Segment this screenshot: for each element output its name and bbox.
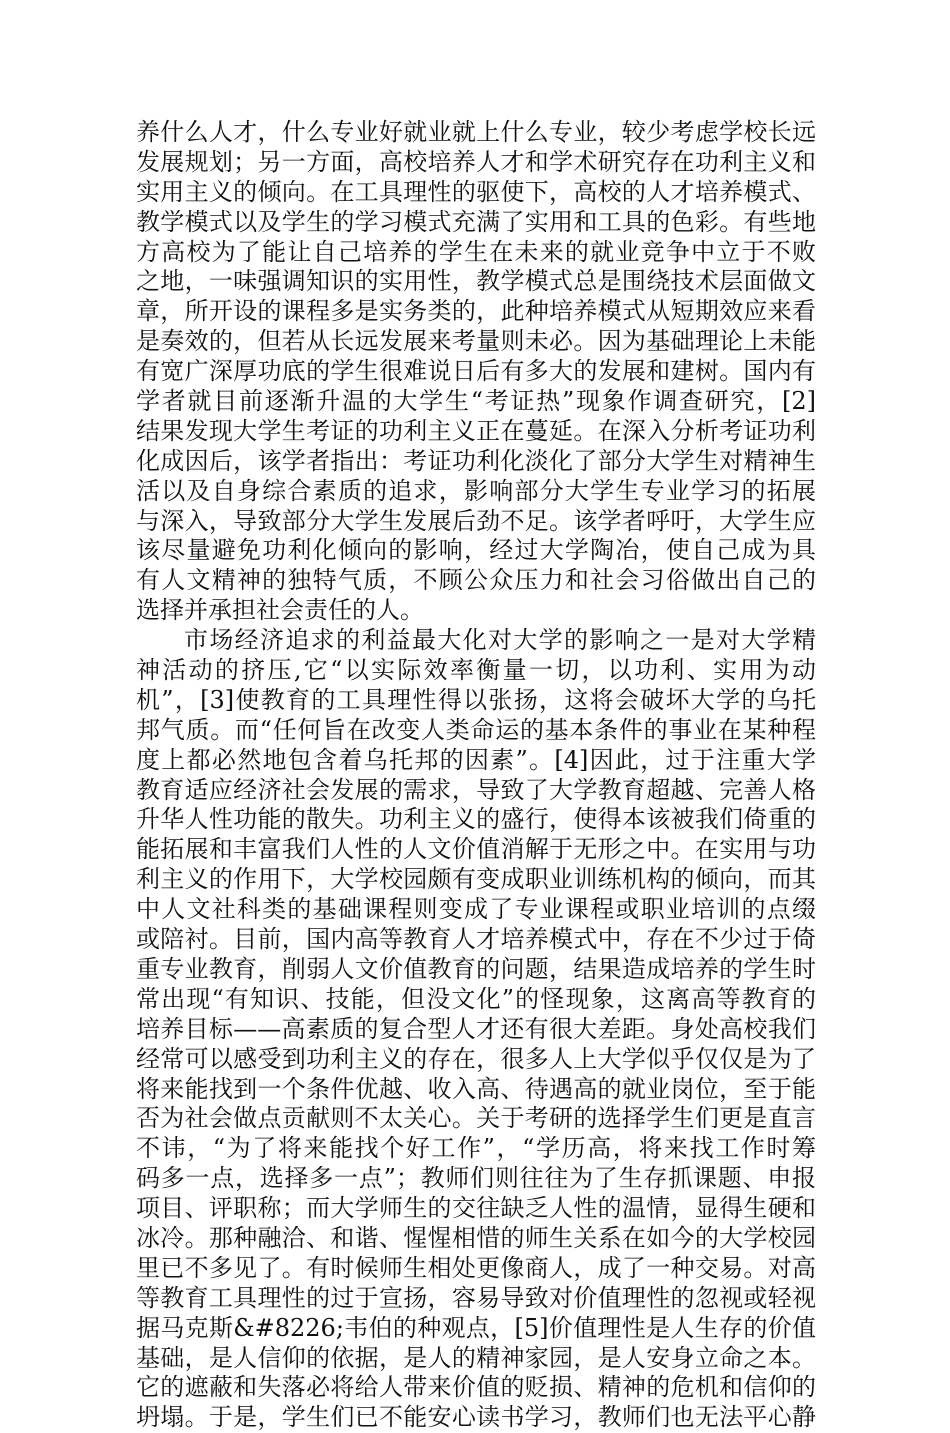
paragraph-end-line: 选择并承担社会责任的人。 [136,596,424,625]
text-line: 化成因后，该学者指出：考证功利化淡化了部分大学生对精神生 [136,446,816,475]
text-line: 养什么人才，什么专业好就业就上什么专业，较少考虑学校长远 [136,118,816,146]
text-line: 该尽量避免功利化倾向的影响，经过大学陶冶，使自己成为具 [136,536,816,565]
paragraph-first-line: 市场经济追求的利益最大化对大学的影响之一是对大学精 [184,626,816,655]
text-line: 不讳，“为了将来能找个好工作”，“学历高，将来找工作时筹 [136,1134,816,1163]
body-text [136,118,816,1433]
text-line: 与深入，导致部分大学生发展后劲不足。该学者呼吁，大学生应 [136,506,816,535]
text-line: 方高校为了能让自己培养的学生在未来的就业竞争中立于不败 [136,237,816,266]
text-line: 机”，[3]使教育的工具理性得以张扬，这将会破坏大学的乌托 [136,685,816,714]
text-line: 之地，一味强调知识的实用性，教学模式总是围绕技术层面做文 [136,267,816,296]
text-line: 中人文社科类的基础课程则变成了专业课程或职业培训的点缀 [136,895,816,924]
text-line: 有人文精神的独特气质，不顾公众压力和社会习俗做出自己的 [136,566,816,595]
text-line: 邦气质。而“任何旨在改变人类命运的基本条件的事业在某种程 [136,715,816,744]
text-line: 经常可以感受到功利主义的存在，很多人上大学似乎仅仅是为了 [136,1044,816,1073]
text-line: 项目、评职称；而大学师生的交往缺乏人性的温情，显得生硬和 [136,1194,816,1223]
text-line: 教育适应经济社会发展的需求，导致了大学教育超越、完善人格 [136,775,816,804]
text-line: 培养目标——高素质的复合型人才还有很大差距。身处高校我们 [136,1014,816,1043]
text-line: 是奏效的，但若从长远发展来考量则未必。因为基础理论上未能 [136,327,816,356]
text-line: 有宽广深厚功底的学生很难说日后有多大的发展和建树。国内有 [136,357,816,386]
text-line: 冰冷。那种融洽、和谐、惺惺相惜的师生关系在如今的大学校园 [136,1223,816,1252]
text-line: 活以及自身综合素质的追求，影响部分大学生专业学习的拓展 [136,476,816,505]
text-line: 等教育工具理性的过于宣扬，容易导致对价值理性的忽视或轻视 [136,1283,816,1312]
text-line: 坍塌。于是，学生们已不能安心读书学习，教师们也无法平心静 [136,1403,816,1432]
text-line: 升华人性功能的散失。功利主义的盛行，使得本该被我们倚重的 [136,805,816,834]
text-line: 码多一点，选择多一点”；教师们则往往为了生存抓课题、申报 [136,1164,816,1193]
text-line: 章，所开设的课程多是实务类的，此种培养模式从短期效应来看 [136,297,816,326]
text-line: 重专业教育，削弱人文价值教育的问题，结果造成培养的学生时 [136,954,816,983]
text-line: 它的遮蔽和失落必将给人带来价值的贬损、精神的危机和信仰的 [136,1373,816,1402]
text-line: 实用主义的倾向。在工具理性的驱使下，高校的人才培养模式、 [136,177,816,206]
text-line: 度上都必然地包含着乌托邦的因素”。[4]因此，过于注重大学 [136,745,816,774]
text-line: 教学模式以及学生的学习模式充满了实用和工具的色彩。有些地 [136,207,816,236]
text-line: 利主义的作用下，大学校园颇有变成职业训练机构的倾向，而其 [136,865,816,894]
text-line: 否为社会做点贡献则不太关心。关于考研的选择学生们更是直言 [136,1104,816,1133]
text-line: 基础，是人信仰的依据，是人的精神家园，是人安身立命之本。 [136,1343,816,1372]
text-line: 或陪衬。目前，国内高等教育人才培养模式中，存在不少过于倚 [136,925,816,954]
text-line: 发展规划；另一方面，高校培养人才和学术研究存在功利主义和 [136,147,816,176]
text-line: 常出现“有知识、技能，但没文化”的怪现象，这离高等教育的 [136,984,816,1013]
text-line: 将来能找到一个条件优越、收入高、待遇高的就业岗位，至于能 [136,1074,816,1103]
text-line: 能拓展和丰富我们人性的人文价值消解于无形之中。在实用与功 [136,835,816,864]
text-line: 神活动的挤压,它“以实际效率衡量一切，以功利、实用为动 [136,656,816,685]
text-line: 结果发现大学生考证的功利主义正在蔓延。在深入分析考证功利 [136,416,816,445]
text-line: 据马克斯&#8226;韦伯的种观点，[5]价值理性是人生存的价值 [136,1313,816,1342]
text-line: 学者就目前逐渐升温的大学生“考证热”现象作调查研究，[2] [136,387,816,416]
text-line: 里已不多见了。有时候师生相处更像商人，成了一种交易。对高 [136,1253,816,1282]
